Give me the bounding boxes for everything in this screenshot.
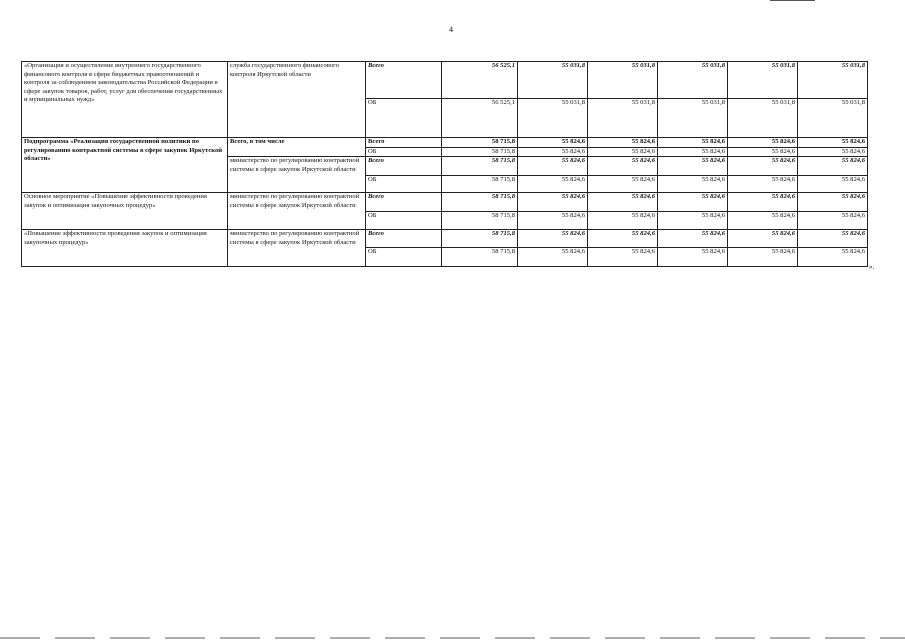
- value-cell: 55 824,6: [728, 147, 798, 157]
- value-cell: 55 824,6: [798, 138, 868, 148]
- value-cell: 55 824,6: [658, 193, 728, 212]
- value-cell: 55 824,6: [518, 212, 588, 230]
- source-cell: Всего: [366, 138, 442, 148]
- table-row: [22, 230, 868, 248]
- value-cell: 55 824,6: [798, 176, 868, 193]
- value-cell: 55 824,6: [728, 230, 798, 248]
- executor-cell: министерство по регулированию контрактной системы в сфере закупок Иркутской области: [228, 193, 366, 230]
- value-cell: 55 824,6: [728, 138, 798, 148]
- source-cell: Всего: [366, 157, 442, 176]
- value-cell: 55 824,6: [588, 230, 658, 248]
- value-cell: 55 824,6: [518, 193, 588, 212]
- value-cell: 55 031,8: [518, 99, 588, 138]
- value-cell: 55 031,8: [798, 99, 868, 138]
- value-cell: 55 824,6: [588, 248, 658, 267]
- value-cell: 55 824,6: [798, 147, 868, 157]
- bottom-scan-edge: [0, 637, 905, 639]
- value-cell: 55 824,6: [588, 147, 658, 157]
- value-cell: 55 824,6: [658, 157, 728, 176]
- table-row: [22, 193, 868, 212]
- value-cell: 55 824,6: [798, 193, 868, 212]
- value-cell: 55 824,6: [588, 138, 658, 148]
- value-cell: 55 031,8: [728, 62, 798, 99]
- value-cell: 55 824,6: [658, 230, 728, 248]
- value-cell: 55 824,6: [518, 176, 588, 193]
- value-cell: 55 824,6: [658, 248, 728, 267]
- value-cell: 55 031,8: [658, 99, 728, 138]
- source-cell: ОБ: [366, 99, 442, 138]
- executor-cell: служба государственного финансового контроля Иркутской области: [228, 62, 366, 138]
- value-cell: 55 824,6: [798, 157, 868, 176]
- value-cell: 55 031,8: [588, 62, 658, 99]
- value-cell: 58 715,8: [442, 157, 518, 176]
- value-cell: 58 715,8: [442, 138, 518, 148]
- value-cell: 55 824,6: [588, 176, 658, 193]
- value-cell: 55 824,6: [728, 157, 798, 176]
- value-cell: 55 824,6: [798, 230, 868, 248]
- value-cell: 55 824,6: [728, 248, 798, 267]
- value-cell: 55 824,6: [588, 157, 658, 176]
- value-cell: 55 824,6: [728, 212, 798, 230]
- budget-table: [21, 61, 868, 267]
- value-cell: 55 824,6: [728, 193, 798, 212]
- executor-cell: министерство по регулированию контрактной системы в сфере закупок Иркутской области: [228, 230, 366, 267]
- source-cell: Всего: [366, 230, 442, 248]
- value-cell: 56 525,1: [442, 62, 518, 99]
- value-cell: 55 031,8: [518, 62, 588, 99]
- value-cell: 58 715,8: [442, 248, 518, 267]
- source-cell: Всего: [366, 62, 442, 99]
- value-cell: 55 824,6: [518, 230, 588, 248]
- value-cell: 55 824,6: [588, 212, 658, 230]
- source-cell: Всего: [366, 193, 442, 212]
- value-cell: 55 824,6: [518, 157, 588, 176]
- value-cell: 55 824,6: [658, 138, 728, 148]
- program-name-cell: «Организация и осуществление внутреннего государственного финансового контроля в сфере бюджетных правоотношений и контроля за соблюдением законодательства Российской Федерации в сфере закупок товаров, работ, услуг для обеспечения государственных и муниципальных нужд»: [22, 62, 228, 138]
- activity-name-cell: Основное мероприятие «Повышение эффективности проведения закупок и оптимизация закупочных процедур»: [22, 193, 228, 230]
- value-cell: 55 031,8: [728, 99, 798, 138]
- value-cell: 56 525,1: [442, 99, 518, 138]
- value-cell: 55 824,6: [658, 176, 728, 193]
- activity-name-cell: «Повышение эффективности проведения закупок и оптимизация закупочных процедур»: [22, 230, 228, 267]
- value-cell: 58 715,8: [442, 193, 518, 212]
- value-cell: 58 715,8: [442, 176, 518, 193]
- value-cell: 58 715,8: [442, 212, 518, 230]
- subprogram-name-cell: Подпрограмма «Реализация государственной политики по регулированию контрактной системы в сфере закупок Иркутской области»: [22, 138, 228, 193]
- source-cell: ОБ: [366, 212, 442, 230]
- value-cell: 58 715,8: [442, 147, 518, 157]
- value-cell: 58 715,8: [442, 230, 518, 248]
- source-cell: ОБ: [366, 248, 442, 267]
- page-number: 4: [449, 25, 453, 34]
- value-cell: 55 824,6: [518, 147, 588, 157]
- value-cell: 55 824,6: [798, 248, 868, 267]
- top-edge-line: [770, 0, 815, 1]
- table-row: [22, 62, 868, 99]
- source-cell: ОБ: [366, 147, 442, 157]
- value-cell: 55 824,6: [728, 176, 798, 193]
- closing-quote-mark: ».: [869, 263, 875, 271]
- value-cell: 55 824,6: [518, 248, 588, 267]
- value-cell: 55 824,6: [518, 138, 588, 148]
- table-row: [22, 138, 868, 148]
- source-cell: ОБ: [366, 176, 442, 193]
- executor-total-cell: Всего, в том числе: [228, 138, 366, 157]
- value-cell: 55 031,8: [798, 62, 868, 99]
- value-cell: 55 031,8: [588, 99, 658, 138]
- value-cell: 55 824,6: [658, 147, 728, 157]
- executor-cell: министерство по регулированию контрактной системы в сфере закупок Иркутской области: [228, 157, 366, 193]
- value-cell: 55 824,6: [658, 212, 728, 230]
- value-cell: 55 824,6: [798, 212, 868, 230]
- value-cell: 55 031,8: [658, 62, 728, 99]
- value-cell: 55 824,6: [588, 193, 658, 212]
